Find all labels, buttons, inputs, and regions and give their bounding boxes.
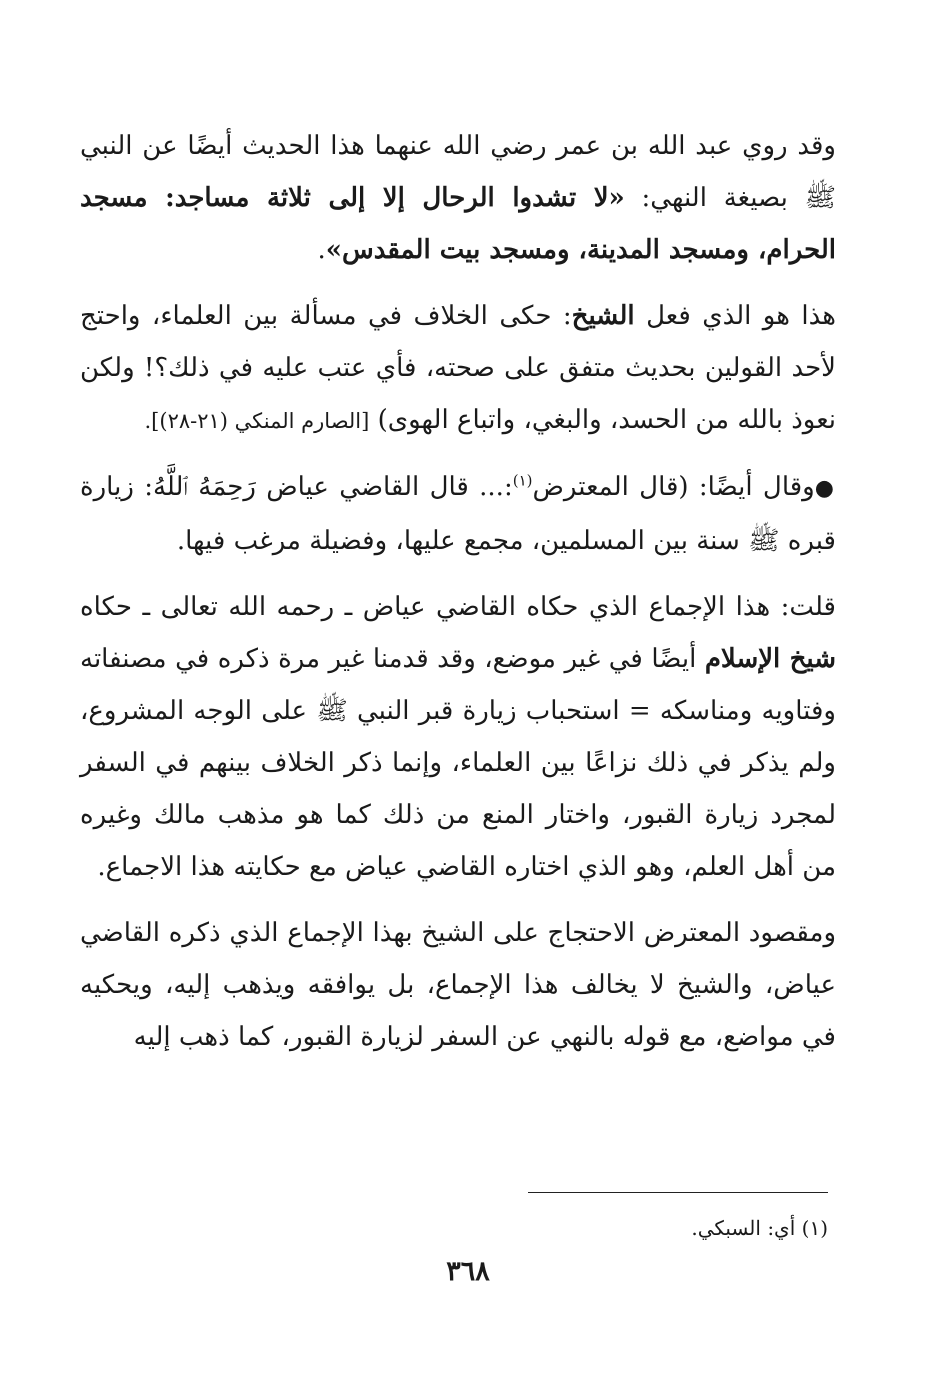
source-reference: [الصارم المنكي (٢١-٢٨)].: [144, 409, 370, 433]
paragraph-1: [80, 120, 836, 276]
footnote: [228, 1212, 828, 1244]
footnote-divider: [528, 1192, 828, 1193]
paragraph-2-middle: : حكى الخلاف في مسألة بين العلماء، واحتج لأحد القولين بحديث متفق على صحته، فأي عتب عليه في ذلك؟! ولكن نعوذ بالله من الحسد، والبغي، واتباع الهوى): [80, 301, 836, 435]
paragraph-5: [80, 907, 836, 1063]
footnote-text: أي: السبكي.: [691, 1216, 796, 1240]
paragraph-3-start: وقال أيضًا: (قال المعترض: [532, 472, 815, 502]
sheikh-term: الشيخ: [571, 301, 635, 331]
footnote-reference: (١): [512, 471, 533, 490]
paragraph-4-start: قلت: هذا الإجماع الذي حكاه القاضي عياض ـ رحمه الله تعالى ـ حكاه: [80, 592, 836, 622]
paragraph-4: [80, 581, 836, 893]
page-number: ٣٦٨: [446, 1256, 490, 1287]
paragraph-3-rest: :... قال القاضي عياض رَحِمَهُ ٱللَّهُ: زيارة قبره ﷺ سنة بين المسلمين، مجمع عليها، وفضيلة مرغب فيها.: [80, 472, 836, 556]
paragraph-5-text: ومقصود المعترض الاحتجاج على الشيخ بهذا الإجماع الذي ذكره القاضي عياض، والشيخ لا يخالف هذا الإجماع، بل يوافقه ويذهب إليه، ويحكيه في مواضع، مع قوله بالنهي عن السفر لزيارة القبور، كما ذهب إليه: [80, 918, 836, 1052]
paragraph-4-rest: أيضًا في غير موضع، وقد قدمنا غير مرة ذكره في مصنفاته وفتاويه ومناسكه = استحباب زيارة قبر النبي ﷺ على الوجه المشروع، ولم يذكر في ذلك نزاعًا بين العلماء، وإنما ذكر الخلاف بينهم في السفر لمجرد زيارة القبور، واختار المنع من ذلك كما هو مذهب مالك وغيره من أهل العلم، وهو الذي اختاره القاضي عياض مع حكايته هذا الاجماع.: [80, 644, 836, 882]
paragraph-1-end: .: [317, 235, 326, 265]
footnote-marker: (١): [801, 1216, 828, 1240]
paragraph-2-start: هذا هو الذي فعل: [634, 301, 836, 331]
hadith-quote: «لا تشدوا الرحال إلا إلى ثلاثة مساجد: مسجد الحرام، ومسجد المدينة، ومسجد بيت المقدس»: [80, 183, 836, 265]
page-body: [80, 120, 836, 1063]
paragraph-2: [80, 290, 836, 447]
sheikh-islam-term: شيخ الإسلام: [704, 644, 836, 674]
paragraph-1-intro: وقد روي عبد الله بن عمر رضي الله عنهما هذا الحديث أيضًا عن النبي ﷺ بصيغة النهي:: [80, 131, 836, 213]
paragraph-3: [80, 461, 836, 567]
bullet-icon: ●: [814, 476, 837, 501]
